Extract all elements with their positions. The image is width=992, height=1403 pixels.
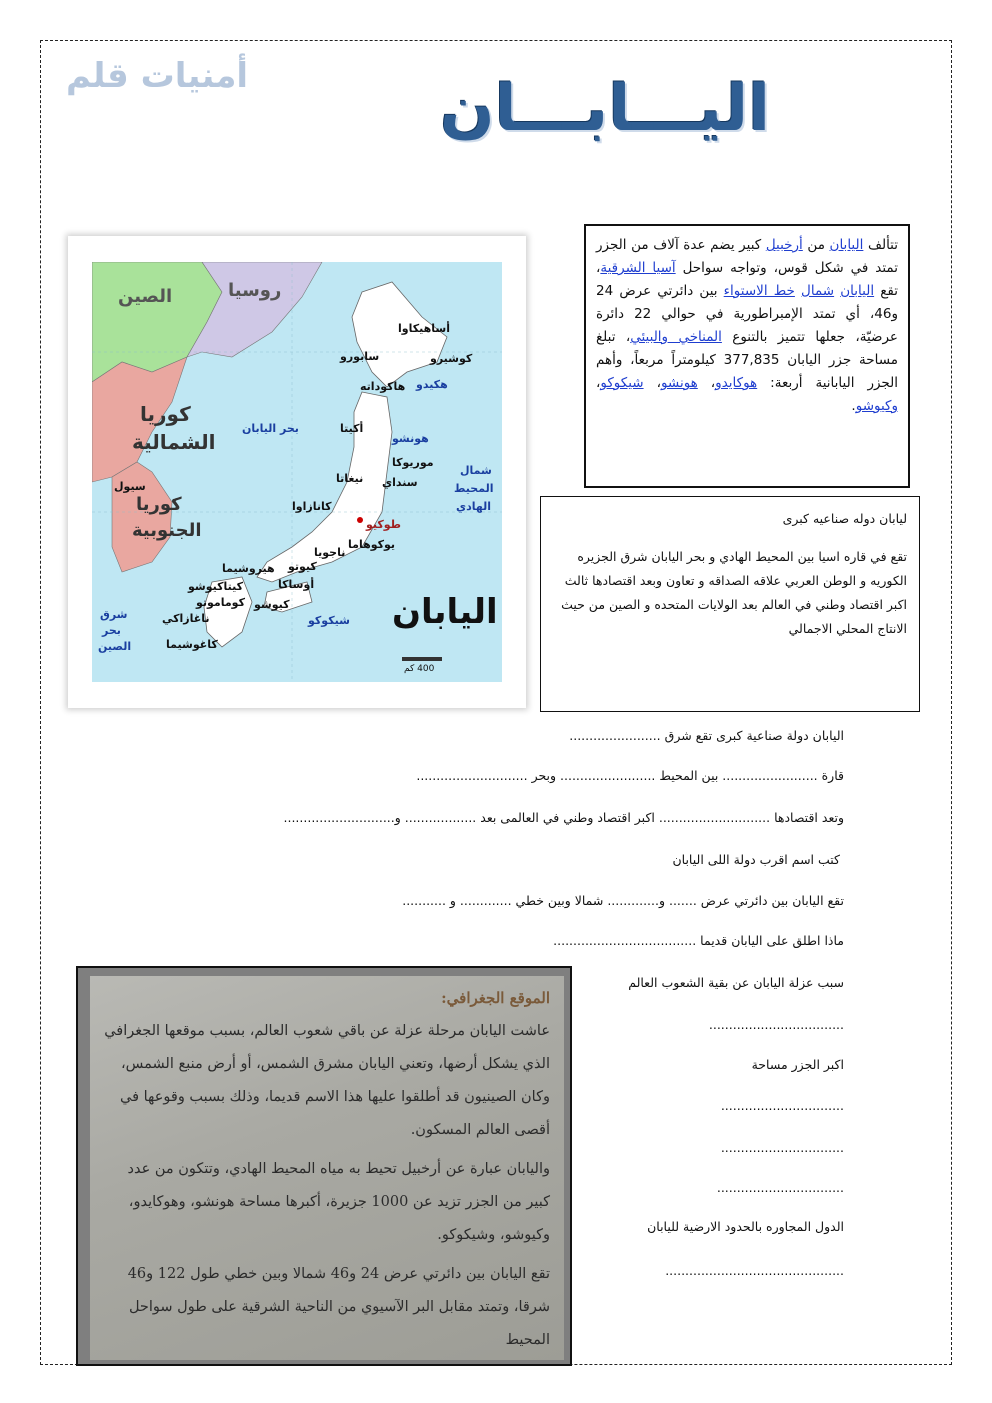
label-osaka: أوساكا	[278, 578, 315, 591]
info-link[interactable]: أرخبيل	[765, 237, 803, 253]
label-honshu: هونشو	[392, 432, 429, 445]
label-hiroshima: هيروشيما	[222, 562, 275, 575]
info-text: ،	[596, 375, 601, 391]
industry-heading: ليابان دوله صناعيه كبرى	[782, 511, 907, 526]
question-5: تقع اليابان بين دائرتي عرض ....... و............. شمالا وبين خطي ............. و ...........	[402, 893, 844, 908]
label-nagasaki: ناغازاكي	[162, 612, 210, 625]
question-4: كتب اسم اقرب دولة اللى اليابان	[672, 852, 840, 867]
photo-paragraph-3: تقع اليابان بين دائرتي عرض 24 و46 شمالا وبين خطي طول 122 و46 شرقا، وتمتد مقابل البر الآسيوي من الناحية الشرقية على طول سواحل المحيط	[127, 1266, 550, 1348]
info-text: ،	[697, 375, 716, 391]
scale-bar	[402, 657, 442, 661]
label-scale: 400 كم	[404, 664, 435, 674]
label-morioka: موريوكا	[392, 456, 434, 469]
question-8: اكبر الجزر مساحة	[751, 1057, 844, 1072]
industry-box	[540, 496, 920, 712]
question-3: وتعد اقتصادها ............................ اكبر اقتصاد وطني في العالمى بعد .................. و............................	[283, 810, 844, 825]
label-south-korea-1: كوريا	[136, 494, 182, 515]
label-kagoshima: كاغوشيما	[166, 638, 218, 651]
label-yokohama: يوكوهاما	[348, 538, 396, 551]
info-text: كبير يضم عدة آلاف من الجزر تمتد في شكل قوس، وتواجه سواحل	[596, 237, 898, 276]
info-link[interactable]: اليابان	[840, 283, 875, 299]
label-akita: أكيتا	[340, 422, 364, 435]
info-text: .	[851, 398, 856, 414]
label-china: الصين	[118, 286, 173, 307]
label-tokyo: طوكيو	[366, 518, 402, 531]
label-north-pacific-3: الهادي	[456, 500, 492, 513]
info-link[interactable]: شيكوكو	[600, 375, 644, 391]
label-sea-of-japan: بحر اليابان	[242, 422, 299, 435]
south-korea-land	[112, 462, 172, 572]
label-niigata: نيغاتا	[336, 472, 364, 485]
question-9: الدول المجاوره بالحدود الارضية لليابان	[647, 1219, 844, 1234]
label-east-china-sea-3: الصين	[98, 640, 132, 653]
photo-heading: الموقع الجغرافي:	[441, 989, 550, 1007]
label-shikoku: شيكوكو	[308, 614, 350, 627]
label-north-korea-2: الشمالية	[132, 430, 216, 454]
question-7: سبب عزلة اليابان عن بقية الشعوب العالم	[628, 975, 844, 990]
info-text: ،	[643, 375, 661, 391]
label-north-pacific-2: المحيط	[454, 482, 494, 495]
label-russia: روسيا	[228, 280, 282, 301]
japan-map-frame	[68, 236, 526, 708]
info-link[interactable]: شمال	[801, 283, 835, 299]
label-asahikawa: أساهيكاوا	[398, 322, 450, 335]
info-text: ، تقع	[596, 260, 899, 299]
label-sapporo: سابورو	[340, 350, 380, 363]
label-japan: اليابان	[392, 592, 498, 632]
answer-line-9: .............................................	[665, 1263, 844, 1278]
label-kumamoto: كوماموتو	[196, 596, 245, 609]
question-6: ماذا اطلق على اليابان قديما ....................................	[553, 933, 844, 948]
label-kyoto: كيوتو	[288, 560, 317, 573]
photo-paragraph-1: عاشت اليابان مرحلة عزلة عن باقي شعوب العالم، بسبب موقعها الجغرافي الذي يشكل أرضها، وتعني اليابان مشرق الشمس، أو أرض منبع الشمس، وكان الصينيون قد أطلقوا عليها هذا الاسم قديما، وذلك بسبب وقوعها في أقصى العالم المسكون.	[104, 1023, 550, 1138]
info-text: ، تبلغ مساحة جزر اليابان 377,835 كيلومتراً مربعاً، وأهم الجزر اليابانية أربعة:	[596, 329, 898, 391]
label-kushiro: كوشيرو	[430, 352, 473, 365]
label-kitakyushu: كيتاكيوشو	[188, 580, 244, 593]
info-text: من	[802, 237, 830, 253]
tokyo-marker	[357, 517, 363, 523]
label-north-korea-1: كوريا	[140, 402, 191, 426]
china-land	[92, 262, 222, 382]
answer-line-8b: ...............................	[720, 1140, 844, 1155]
answer-line-8c: ................................	[716, 1180, 844, 1195]
label-south-korea-2: الجنوبية	[132, 520, 202, 541]
label-nagoya: ناجويا	[314, 546, 346, 559]
label-east-china-sea-1: شرق	[100, 608, 128, 621]
info-text: تتألف	[863, 237, 899, 253]
info-link[interactable]: خط الاستواء	[723, 283, 795, 299]
answer-line-8a: ...............................	[720, 1098, 844, 1113]
page-title: اليـــابـــان	[440, 72, 771, 146]
label-north-pacific-1: شمال	[460, 464, 492, 477]
label-hokkaido: هكيدو	[416, 378, 448, 391]
label-kanazawa: كانازاوا	[292, 500, 332, 513]
label-hakodate: هاكوداته	[360, 380, 406, 393]
info-link[interactable]: المناخي والبيئي	[630, 329, 722, 345]
info-link[interactable]: وكيوشو	[855, 398, 898, 414]
question-1: اليابان دولة صناعية كبرى تقع شرق .......................	[569, 728, 844, 743]
info-link[interactable]: هوكايدو	[715, 375, 758, 391]
label-seoul: سيول	[114, 480, 146, 493]
label-sendai: سنداي	[382, 476, 418, 489]
photo-paragraph-2: واليابان عبارة عن أرخبيل تحيط به مياه المحيط الهادي، وتتكون من عدد كبير من الجزر تزيد عن 1000 جزيرة، أكبرها مساحة هونشو، وهوكايدو، وكيوشو، وشيكوكو.	[127, 1161, 550, 1243]
textbook-photo	[76, 966, 572, 1366]
answer-line-7: ..................................	[708, 1017, 844, 1032]
info-link[interactable]: هونشو	[660, 375, 698, 391]
label-kyushu: كيوشو	[254, 598, 290, 611]
label-east-china-sea-2: بحر	[102, 624, 121, 637]
info-link[interactable]: آسيا الشرقية	[600, 260, 676, 276]
question-2: قارة ........................ بين المحيط ........................ وبحر ............................	[416, 768, 844, 783]
japan-map	[92, 262, 502, 682]
info-link[interactable]: اليابان	[829, 237, 864, 253]
textbook-photo-content	[90, 976, 564, 1360]
industry-body: تقع في قاره اسيا بين المحيط الهادي و بحر اليابان شرق الجزيره الكوريه و الوطن العربي علاقه الصداقه و تعاون وبعد اقتصادها ثالث اكبر اقتصاد وطني في العالم بعد الولايات المتحده و الصين من حيث الانتاج المحلي الاجمالي	[561, 549, 907, 636]
info-text: بين دائرتي عرض 24 و46، أي تمتد الإمبراطورية في حوالي 22 دائرة عرضيّة، جعلها تتميز بالتنوع	[596, 283, 898, 345]
japan-info-box	[584, 224, 910, 488]
watermark: أمنيات قلم	[66, 56, 249, 96]
